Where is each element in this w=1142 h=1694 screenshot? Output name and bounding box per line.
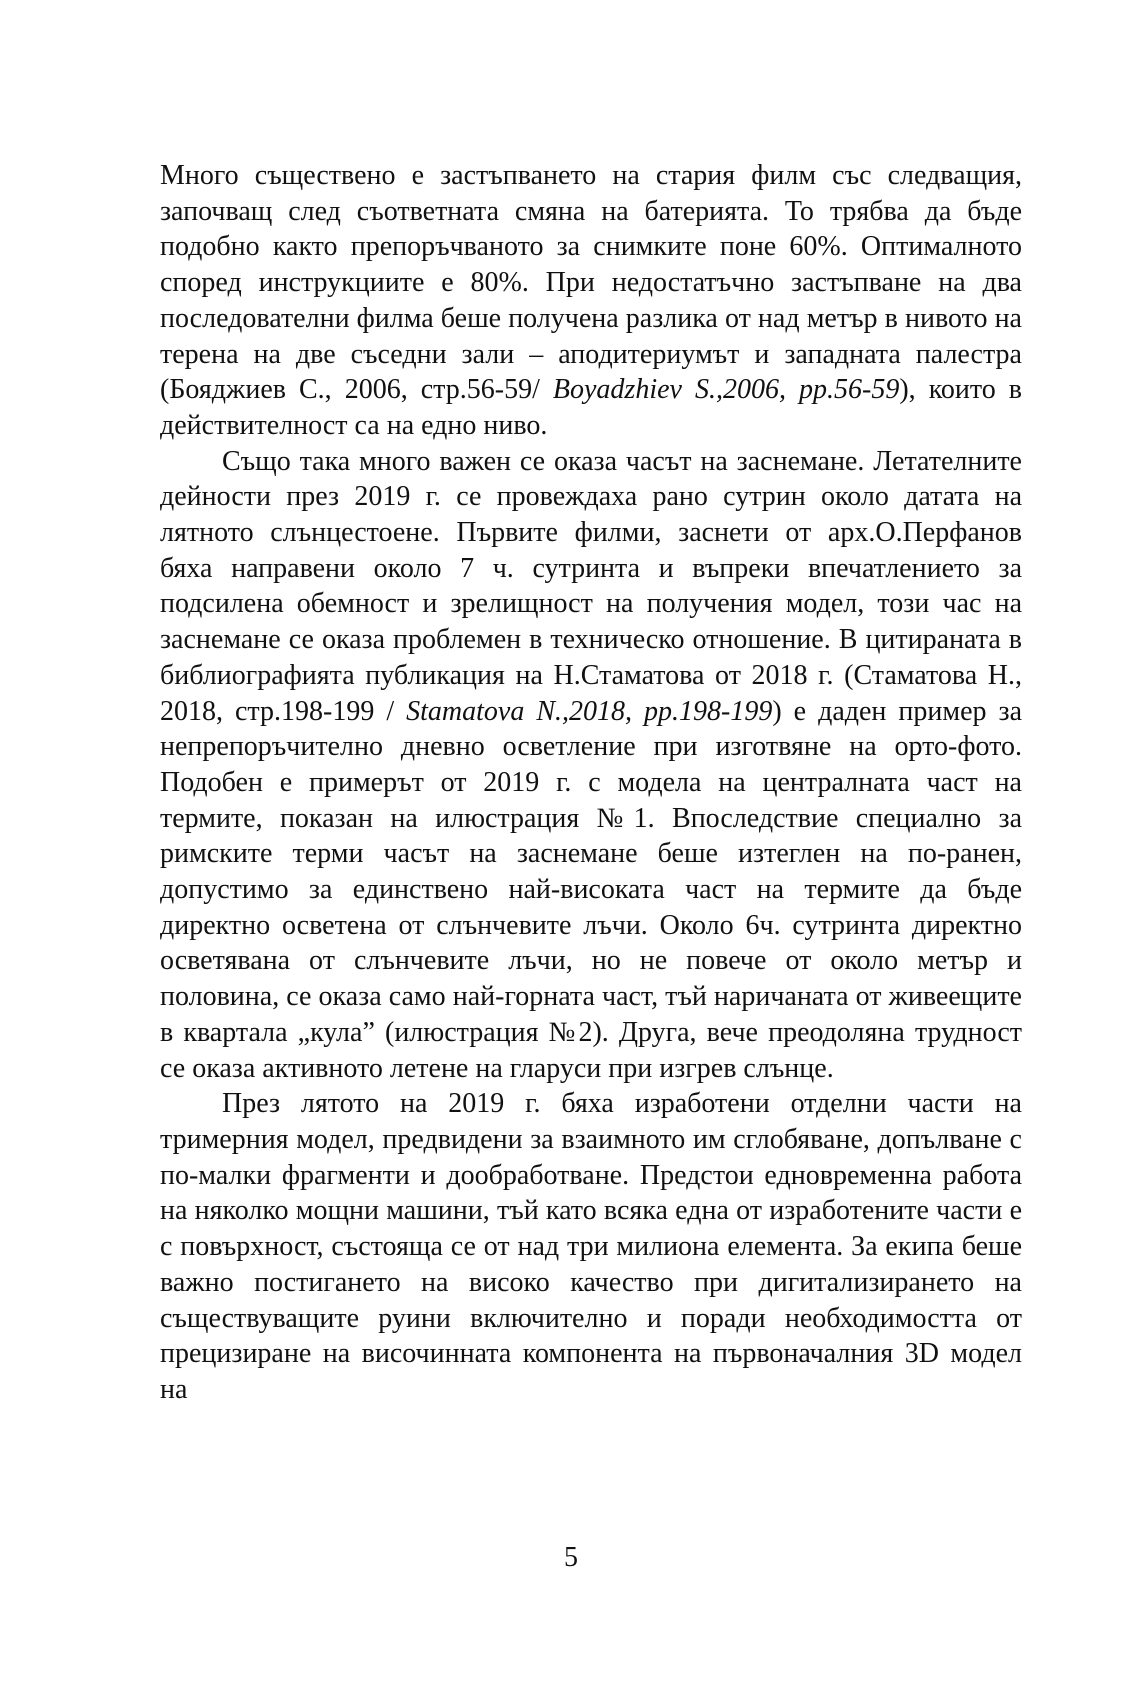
paragraph-2-citation-latin: Stamatova N.,2018, pp.198-199 <box>406 695 773 727</box>
paragraph-1-citation-latin: Boyadzhiev S.,2006, pp.56-59 <box>552 374 900 406</box>
paragraph-1-text-end: ), които в действителност са на едно ниво. <box>160 374 1022 441</box>
paragraph-2-text-end: ) е даден пример за непрепоръчително дневно осветление при изготвяне на орто-фото. Подобен е примерът от 2019 г. с модела на централната част на термите, показан на илюстрация №1. Впоследствие специално за римските терми часът на заснемане беше изтеглен на по-ранен, допустимо за единствено най-високата част на термите да бъде директно осветена от слънчевите лъчи. Около 6ч. сутринта директно осветявана от слънчевите лъчи, но не повече от около метър и половина, се оказа само най-горната част, тъй наричаната от живеещите в квартала „кула” (илюстрация №2). Друга, вече преодоляна трудност се оказа активното летене на гларуси при изгрев слънце. <box>160 695 1023 1084</box>
body-text <box>160 158 1022 1408</box>
paragraph-2 <box>160 444 1022 1087</box>
page-number: 5 <box>564 1542 578 1573</box>
paragraph-3 <box>160 1086 1022 1407</box>
paragraph-1 <box>160 158 1022 444</box>
paragraph-3-text: През лятото на 2019 г. бяха изработени отделни части на тримерния модел, предвидени за взаимното им сглобяване, допълване с по-малки фрагменти и дообработване. Предстои едновременна работа на няколко мощни машини, тъй като всяка една от изработените части е с повърхност, състояща се от над три милиона елемента. За екипа беше важно постигането на високо качество при дигитализирането на съществуващите руини включително и поради необходимостта от прецизиране на височинната компонента на първоначалния 3D модел на <box>160 1088 1022 1405</box>
paragraph-2-text: Също така много важен се оказа часът на заснемане. Летателните дейности през 2019 г. се провеждаха рано сутрин около датата на лятното слънцестоене. Първите филми, заснети от арх.О.Перфанов бяха направени около 7 ч. сутринта и въпреки впечатлението за подсилена обемност и зрелищност на получения модел, този час на заснемане се оказа проблемен в техническо отношение. В цитираната в библиографията публикация на Н.Стаматова от 2018 г. (Стаматова Н., 2018, стр.198-199 / <box>160 445 1022 727</box>
paragraph-1-text: Много съществено е застъпването на стария филм със следващия, започващ след съответната смяна на батерията. То трябва да бъде подобно както препоръчваното за снимките поне 60%. Оптималното според инструкциите е 80%. При недостатъчно застъпване на два последователни филма беше получена разлика от над метър в нивото на терена на две съседни зали – аподитериумът и западната палестра (Бояджиев С., 2006, стр.56-59/ <box>160 160 1022 406</box>
